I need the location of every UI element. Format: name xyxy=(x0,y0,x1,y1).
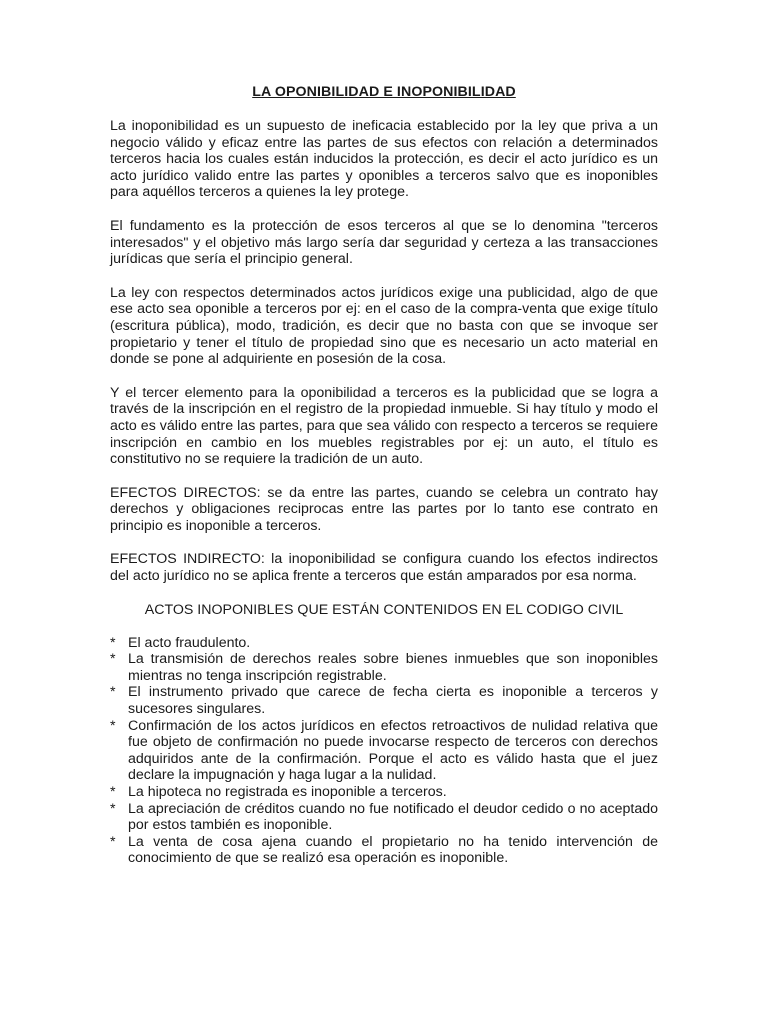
bullet-marker: * xyxy=(110,717,116,734)
list-item-text: El acto fraudulento. xyxy=(128,634,251,651)
document-page xyxy=(110,84,658,867)
bullet-list xyxy=(110,635,658,867)
list-item-text: La apreciación de créditos cuando no fue notificado el deudor cedido o no aceptado por estos también es inoponible. xyxy=(128,800,658,834)
paragraph-fundamento: El fundamento es la protección de esos terceros al que se lo denomina "terceros interesados" y el objetivo más largo sería dar seguridad y certeza a las transacciones jurídicas que sería el principio general. xyxy=(110,217,658,268)
list-item xyxy=(110,784,658,801)
list-item xyxy=(110,718,658,784)
list-item-text: El instrumento privado que carece de fecha cierta es inoponible a terceros y sucesores singulares. xyxy=(128,684,658,718)
paragraph-efectos-directos: EFECTOS DIRECTOS: se da entre las partes, cuando se celebra un contrato hay derechos y obligaciones reciprocas entre las partes por lo tanto ese contrato en principio es inoponible a terceros. xyxy=(110,484,658,534)
paragraph-tercer-elemento: Y el tercer elemento para la oponibilidad a terceros es la publicidad que se logra a través de la inscripción en el registro de la propiedad inmueble. Si hay título y modo el acto es válido entre las partes, para que sea válido con respecto a terceros se requiere inscripción en cambio en los muebles registrables por ej: un auto, el título es constitutivo no se requiere la tradición de un auto. xyxy=(110,384,658,468)
list-item-text: La transmisión de derechos reales sobre bienes inmuebles que son inoponibles mientras no tenga inscripción registrable. xyxy=(128,651,658,684)
paragraph-efectos-indirecto: EFECTOS INDIRECTO: la inoponibilidad se configura cuando los efectos indirectos del acto jurídico no se aplica frente a terceros que están amparados por esa norma. xyxy=(110,551,658,585)
paragraph-publicidad: La ley con respectos determinados actos jurídicos exige una publicidad, algo de que ese acto sea oponible a terceros por ej: en el caso de la compra-venta que exige título (escritura pública), modo, tradición, es decir que no basta con que se invoque ser propietario y tener el título de propiedad sino que es necesario un acto material en donde se pone al adquiriente en posesión de la cosa. xyxy=(110,284,658,368)
list-item-text: La venta de cosa ajena cuando el propietario no ha tenido intervención de conocimiento de que se realizó esa operación es inoponible. xyxy=(128,833,658,867)
document-title: LA OPONIBILIDAD E INOPONIBILIDAD xyxy=(252,84,516,100)
bullet-marker: * xyxy=(110,651,116,668)
list-item xyxy=(110,684,658,717)
list-item xyxy=(110,635,658,652)
list-item xyxy=(110,651,658,684)
list-item-text: La hipoteca no registrada es inoponible a terceros. xyxy=(128,784,447,800)
bullet-marker: * xyxy=(110,634,116,651)
paragraph-inoponibilidad-definition: La inoponibilidad es un supuesto de ineficacia establecido por la ley que priva a un negocio válido y eficaz entre las partes de sus efectos con relación a determinados terceros hacia los cuales están inducidos la protección, es decir el acto jurídico es un acto jurídico valido entre las partes y oponibles a terceros salvo que es inoponibles para aquéllos terceros a quienes la ley protege. xyxy=(110,118,658,201)
section-heading-actos-inoponibles: ACTOS INOPONIBLES QUE ESTÁN CONTENIDOS EN EL CODIGO CIVIL xyxy=(144,601,624,618)
bullet-marker: * xyxy=(110,800,116,817)
bullet-marker: * xyxy=(110,833,116,850)
list-item-text: Confirmación de los actos jurídicos en efectos retroactivos de nulidad relativa que fue objeto de confirmación no puede invocarse respecto de terceros con derechos adquiridos ante de la confirmación. Porque el acto es válido hasta que el juez declare la impugnación y haga lugar a la nulidad. xyxy=(128,717,658,784)
bullet-marker: * xyxy=(110,784,116,800)
bullet-marker: * xyxy=(110,684,116,701)
list-item xyxy=(110,801,658,834)
list-item xyxy=(110,834,658,867)
